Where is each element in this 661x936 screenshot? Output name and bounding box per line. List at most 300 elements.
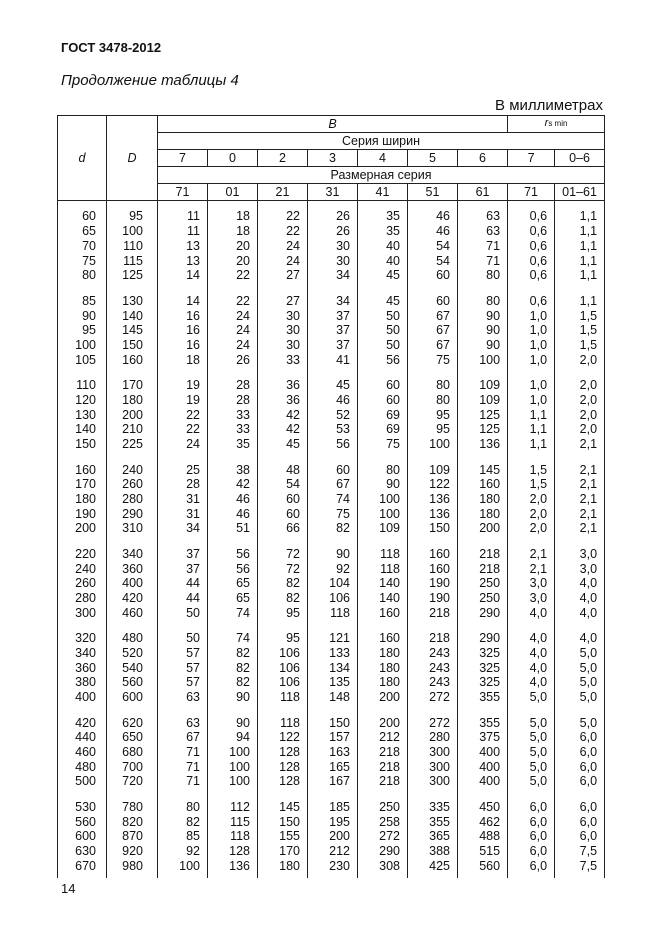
table-cell: 180 xyxy=(379,660,400,675)
table-column-cell xyxy=(508,800,555,878)
table-cell: 66 xyxy=(286,521,300,536)
table-cell: 450 xyxy=(479,800,501,814)
table-cell: 100 xyxy=(429,436,450,451)
standard-designation: ГОСТ 3478-2012 xyxy=(61,40,162,55)
table-cell: 650 xyxy=(122,730,143,745)
table-cell: 200 xyxy=(379,690,400,705)
table-cell: 335 xyxy=(429,800,450,814)
table-cell: 0,6 xyxy=(529,209,548,224)
table-column-cell xyxy=(208,209,258,293)
table-cell: 128 xyxy=(279,774,300,789)
table-cell: 75 xyxy=(386,436,400,451)
table-cell: 180 xyxy=(279,858,300,873)
table-column-cell xyxy=(508,547,555,631)
table-cell: 118 xyxy=(330,605,350,620)
table-column-cell xyxy=(458,463,508,547)
table-cell: 130 xyxy=(122,293,143,308)
header-B: B xyxy=(158,116,508,133)
table-cell: 80 xyxy=(436,378,450,393)
table-column-cell xyxy=(158,716,208,800)
table-column-cell xyxy=(208,378,258,462)
table-cell: 63 xyxy=(486,209,501,224)
table-cell: 106 xyxy=(279,675,300,690)
table-cell: 2,0 xyxy=(579,378,598,393)
table-cell: 250 xyxy=(379,800,400,814)
table-cell: 63 xyxy=(186,690,200,705)
table-cell: 530 xyxy=(75,800,96,814)
table-column-cell xyxy=(555,800,605,878)
table-cell: 13 xyxy=(186,253,200,268)
table-cell: 75 xyxy=(82,253,96,268)
table-column-cell xyxy=(458,378,508,462)
table-cell: 109 xyxy=(479,378,501,393)
table-cell: 1,1 xyxy=(529,407,548,422)
table-cell: 500 xyxy=(75,774,96,789)
table-column-cell xyxy=(308,209,358,293)
table-cell: 128 xyxy=(279,745,300,760)
table-cell: 56 xyxy=(236,561,250,576)
table-cell: 85 xyxy=(82,293,96,308)
table-cell: 4,0 xyxy=(579,631,598,646)
header-r-s-min xyxy=(508,116,605,133)
table-cell: 4,0 xyxy=(529,645,548,660)
table-cell: 22 xyxy=(286,209,300,224)
table-cell: 26 xyxy=(336,224,350,239)
table-cell: 375 xyxy=(479,730,501,745)
table-column-cell xyxy=(58,716,107,800)
table-cell: 95 xyxy=(436,407,450,422)
table-cell: 310 xyxy=(122,521,143,536)
table-cell: 45 xyxy=(286,436,300,451)
table-cell: 33 xyxy=(286,352,300,367)
table-cell: 136 xyxy=(229,858,250,873)
table-cell: 90 xyxy=(236,715,250,730)
table-cell: 104 xyxy=(329,576,350,591)
table-cell: 18 xyxy=(236,209,250,224)
table-cell: 90 xyxy=(236,690,250,705)
table-cell: 140 xyxy=(379,576,400,591)
table-cell: 24 xyxy=(236,308,250,323)
table-cell: 38 xyxy=(236,462,250,477)
table-cell: 1,0 xyxy=(529,337,548,352)
table-cell: 5,0 xyxy=(579,645,598,660)
table-cell: 2,0 xyxy=(579,352,598,367)
table-column-cell xyxy=(107,209,158,293)
table-cell: 180 xyxy=(122,392,143,407)
table-column-cell xyxy=(308,631,358,715)
table-cell: 870 xyxy=(122,829,143,844)
table-column-cell xyxy=(107,716,158,800)
table-cell: 100 xyxy=(229,759,250,774)
table-cell: 26 xyxy=(236,352,250,367)
table-cell: 6,0 xyxy=(579,800,598,814)
width-series-code: 7 xyxy=(158,149,208,166)
table-cell: 5,0 xyxy=(579,690,598,705)
table-cell: 720 xyxy=(122,774,143,789)
table-cell: 425 xyxy=(429,858,450,873)
table-cell: 118 xyxy=(230,829,250,844)
table-cell: 100 xyxy=(75,337,96,352)
table-cell: 57 xyxy=(186,675,200,690)
table-cell: 109 xyxy=(479,392,501,407)
table-cell: 46 xyxy=(236,491,250,506)
table-cell: 400 xyxy=(122,576,143,591)
table-cell: 75 xyxy=(436,352,450,367)
table-column-cell xyxy=(408,631,458,715)
table-cell: 320 xyxy=(75,631,96,646)
table-column-cell xyxy=(58,209,107,293)
table-column-cell xyxy=(158,800,208,878)
table-cell: 2,0 xyxy=(579,392,598,407)
table-cell: 54 xyxy=(436,253,450,268)
table-cell: 5,0 xyxy=(529,715,548,730)
table-cell: 52 xyxy=(336,407,350,422)
table-cell: 140 xyxy=(379,590,400,605)
table-cell: 22 xyxy=(236,268,250,283)
table-column-cell xyxy=(308,294,358,378)
table-column-cell xyxy=(408,378,458,462)
table-cell: 515 xyxy=(479,844,501,859)
table-cell: 69 xyxy=(386,407,400,422)
table-cell: 258 xyxy=(379,814,400,829)
dimension-series-code: 61 xyxy=(458,183,508,200)
table-cell: 2,1 xyxy=(579,506,598,521)
table-cell: 28 xyxy=(236,392,250,407)
table-cell: 24 xyxy=(236,337,250,352)
table-cell: 240 xyxy=(75,561,96,576)
table-cell: 100 xyxy=(379,506,400,521)
table-column-cell xyxy=(158,463,208,547)
table-cell: 2,0 xyxy=(529,521,548,536)
table-cell: 200 xyxy=(379,715,400,730)
table-cell: 6,0 xyxy=(579,814,598,829)
table-cell: 70 xyxy=(82,238,96,253)
table-cell: 200 xyxy=(75,521,96,536)
table-column-cell xyxy=(458,716,508,800)
table-cell: 300 xyxy=(429,774,450,789)
table-cell: 75 xyxy=(336,506,350,521)
table-column-cell xyxy=(58,631,107,715)
table-cell: 700 xyxy=(122,759,143,774)
table-column-cell xyxy=(458,547,508,631)
table-cell: 1,5 xyxy=(579,337,598,352)
table-cell: 600 xyxy=(75,829,96,844)
table-cell: 71 xyxy=(186,774,200,789)
table-cell: 30 xyxy=(336,238,350,253)
table-column-cell xyxy=(555,631,605,715)
table-cell: 230 xyxy=(329,858,350,873)
table-cell: 133 xyxy=(329,645,350,660)
table-cell: 63 xyxy=(486,224,501,239)
header-dimension-series: Размерная серия xyxy=(158,166,605,183)
table-cell: 115 xyxy=(123,253,143,268)
table-cell: 42 xyxy=(286,422,300,437)
table-cell: 110 xyxy=(76,378,96,393)
table-cell: 243 xyxy=(429,645,450,660)
table-cell: 112 xyxy=(230,800,250,814)
table-cell: 6,0 xyxy=(529,814,548,829)
table-cell: 95 xyxy=(82,323,96,338)
table-cell: 65 xyxy=(236,576,250,591)
table-column-cell xyxy=(408,463,458,547)
table-cell: 3,0 xyxy=(579,561,598,576)
table-cell: 200 xyxy=(329,829,350,844)
table-cell: 33 xyxy=(236,407,250,422)
table-cell: 134 xyxy=(329,660,350,675)
table-cell: 4,0 xyxy=(529,605,548,620)
table-cell: 92 xyxy=(336,561,350,576)
table-cell: 120 xyxy=(75,392,96,407)
dimension-series-code: 01 xyxy=(208,183,258,200)
table-cell: 90 xyxy=(386,477,400,492)
table-cell: 2,1 xyxy=(579,462,598,477)
table-cell: 46 xyxy=(436,209,450,224)
table-cell: 11 xyxy=(187,224,200,239)
table-cell: 106 xyxy=(279,645,300,660)
table-cell: 250 xyxy=(479,590,501,605)
table-cell: 67 xyxy=(436,308,450,323)
units-label: В миллиметрах xyxy=(495,97,603,114)
table-cell: 420 xyxy=(122,590,143,605)
table-cell: 355 xyxy=(479,690,501,705)
table-cell: 16 xyxy=(186,308,200,323)
table-cell: 243 xyxy=(429,675,450,690)
table-column-cell xyxy=(508,631,555,715)
table-cell: 150 xyxy=(329,715,350,730)
table-cell: 135 xyxy=(329,675,350,690)
table-cell: 480 xyxy=(75,759,96,774)
width-series-code: 0 xyxy=(208,149,258,166)
table-cell: 53 xyxy=(336,422,350,437)
table-cell: 26 xyxy=(336,209,350,224)
table-column-cell xyxy=(58,378,107,462)
table-cell: 125 xyxy=(122,268,143,283)
table-cell: 560 xyxy=(75,814,96,829)
table-cell: 4,0 xyxy=(579,590,598,605)
table-cell: 4,0 xyxy=(579,605,598,620)
table-cell: 63 xyxy=(186,715,200,730)
table-cell: 109 xyxy=(379,521,400,536)
table-column-cell xyxy=(408,800,458,878)
table-cell: 180 xyxy=(479,491,501,506)
table-cell: 2,0 xyxy=(529,491,548,506)
table-cell: 45 xyxy=(386,268,400,283)
table-cell: 30 xyxy=(336,253,350,268)
table-column-cell xyxy=(408,209,458,293)
table-cell: 6,0 xyxy=(579,745,598,760)
table-cell: 2,1 xyxy=(579,477,598,492)
table-cell: 42 xyxy=(236,477,250,492)
table-cell: 290 xyxy=(479,605,501,620)
table-cell: 1,0 xyxy=(529,352,548,367)
table-column-cell xyxy=(58,463,107,547)
table-column-cell xyxy=(508,463,555,547)
table-cell: 340 xyxy=(75,645,96,660)
table-column-cell xyxy=(107,547,158,631)
table-row-group xyxy=(58,378,605,462)
table-cell: 25 xyxy=(186,462,200,477)
table-row-group xyxy=(58,631,605,715)
table-cell: 300 xyxy=(75,605,96,620)
table-cell: 4,0 xyxy=(529,675,548,690)
table-cell: 60 xyxy=(82,209,96,224)
table-column-cell xyxy=(158,547,208,631)
table-cell: 20 xyxy=(236,238,250,253)
table-cell: 462 xyxy=(479,814,501,829)
dimension-series-code: 01–61 xyxy=(555,183,605,200)
table-column-cell xyxy=(458,800,508,878)
table-row-group xyxy=(58,800,605,878)
table-cell: 200 xyxy=(122,407,143,422)
table-cell: 1,5 xyxy=(529,477,548,492)
table-cell: 80 xyxy=(486,293,501,308)
table-column-cell xyxy=(458,294,508,378)
table-cell: 34 xyxy=(336,293,350,308)
table-cell: 140 xyxy=(122,308,143,323)
table-cell: 67 xyxy=(436,323,450,338)
table-column-cell xyxy=(258,547,308,631)
table-cell: 37 xyxy=(336,308,350,323)
table-cell: 67 xyxy=(436,337,450,352)
table-cell: 100 xyxy=(179,858,200,873)
table-cell: 150 xyxy=(429,521,450,536)
table-column-cell xyxy=(258,209,308,293)
table-cell: 37 xyxy=(186,546,200,561)
table-cell: 560 xyxy=(122,675,143,690)
table-cell: 5,0 xyxy=(529,730,548,745)
table-cell: 212 xyxy=(379,730,400,745)
table-cell: 56 xyxy=(386,352,400,367)
table-column-cell xyxy=(258,463,308,547)
table-cell: 218 xyxy=(429,631,450,646)
table-cell: 110 xyxy=(123,238,143,253)
table-cell: 42 xyxy=(286,407,300,422)
table-column-cell xyxy=(258,631,308,715)
table-cell: 280 xyxy=(122,491,143,506)
table-cell: 6,0 xyxy=(529,800,548,814)
table-cell: 51 xyxy=(236,521,250,536)
table-cell: 136 xyxy=(479,436,501,451)
table-continuation-caption: Продолжение таблицы 4 xyxy=(61,72,239,89)
table-column-cell xyxy=(358,463,408,547)
table-cell: 480 xyxy=(122,631,143,646)
table-cell: 37 xyxy=(336,337,350,352)
table-cell: 325 xyxy=(479,645,501,660)
table-cell: 160 xyxy=(429,561,450,576)
table-cell: 157 xyxy=(329,730,350,745)
table-cell: 136 xyxy=(429,506,450,521)
table-cell: 360 xyxy=(75,660,96,675)
table-cell: 69 xyxy=(386,422,400,437)
table-cell: 155 xyxy=(279,829,300,844)
table-cell: 50 xyxy=(386,308,400,323)
table-cell: 24 xyxy=(236,323,250,338)
table-cell: 560 xyxy=(479,858,501,873)
table-cell: 27 xyxy=(286,293,300,308)
table-cell: 95 xyxy=(286,631,300,646)
table-cell: 71 xyxy=(486,238,501,253)
table-cell: 400 xyxy=(75,690,96,705)
table-cell: 46 xyxy=(236,506,250,521)
table-cell: 3,0 xyxy=(579,546,598,561)
table-cell: 128 xyxy=(279,759,300,774)
table-cell: 34 xyxy=(336,268,350,283)
table-cell: 106 xyxy=(329,590,350,605)
table-cell: 130 xyxy=(75,407,96,422)
table-cell: 100 xyxy=(379,491,400,506)
table-cell: 160 xyxy=(429,546,450,561)
table-cell: 145 xyxy=(122,323,143,338)
table-cell: 95 xyxy=(129,209,143,224)
table-column-cell xyxy=(107,294,158,378)
table-cell: 340 xyxy=(122,546,143,561)
table-cell: 2,0 xyxy=(579,407,598,422)
table-column-cell xyxy=(208,547,258,631)
header-width-series: Серия ширин xyxy=(158,132,605,149)
table-cell: 460 xyxy=(75,745,96,760)
table-cell: 90 xyxy=(336,546,350,561)
table-cell: 1,1 xyxy=(579,224,598,239)
table-cell: 2,0 xyxy=(579,422,598,437)
table-column-cell xyxy=(258,294,308,378)
table-cell: 400 xyxy=(479,774,501,789)
table-column-cell xyxy=(358,631,408,715)
table-cell: 400 xyxy=(479,759,501,774)
table-cell: 36 xyxy=(286,378,300,393)
header-r-sub: s min xyxy=(548,119,568,129)
table-cell: 218 xyxy=(429,605,450,620)
table-cell: 125 xyxy=(479,407,501,422)
table-column-cell xyxy=(308,378,358,462)
table-column-cell xyxy=(358,378,408,462)
table-cell: 71 xyxy=(486,253,501,268)
table-column-cell xyxy=(508,209,555,293)
table-column-cell xyxy=(555,294,605,378)
table-cell: 210 xyxy=(122,422,143,437)
table-cell: 40 xyxy=(386,253,400,268)
table-cell: 80 xyxy=(186,800,200,814)
table-cell: 60 xyxy=(286,506,300,521)
table-cell: 22 xyxy=(186,407,200,422)
table-cell: 1,1 xyxy=(529,436,548,451)
table-cell: 74 xyxy=(236,631,250,646)
table-cell: 218 xyxy=(479,546,501,561)
table-cell: 6,0 xyxy=(579,774,598,789)
table-cell: 5,0 xyxy=(579,715,598,730)
table-cell: 4,0 xyxy=(579,576,598,591)
table-cell: 82 xyxy=(286,576,300,591)
table-cell: 488 xyxy=(479,829,501,844)
table-cell: 50 xyxy=(186,631,200,646)
table-cell: 3,0 xyxy=(529,576,548,591)
table-cell: 2,1 xyxy=(529,546,548,561)
table-cell: 5,0 xyxy=(529,745,548,760)
table-cell: 630 xyxy=(75,844,96,859)
header-r-main: r xyxy=(544,117,549,130)
table-column-cell xyxy=(408,716,458,800)
table-cell: 170 xyxy=(122,378,143,393)
table-cell: 218 xyxy=(379,759,400,774)
table-cell: 180 xyxy=(479,506,501,521)
table-cell: 35 xyxy=(386,224,400,239)
table-cell: 100 xyxy=(122,224,143,239)
table-cell: 28 xyxy=(236,378,250,393)
table-cell: 37 xyxy=(336,323,350,338)
table-cell: 45 xyxy=(386,293,400,308)
table-column-cell xyxy=(308,463,358,547)
table-cell: 41 xyxy=(336,352,350,367)
table-cell: 1,0 xyxy=(529,392,548,407)
